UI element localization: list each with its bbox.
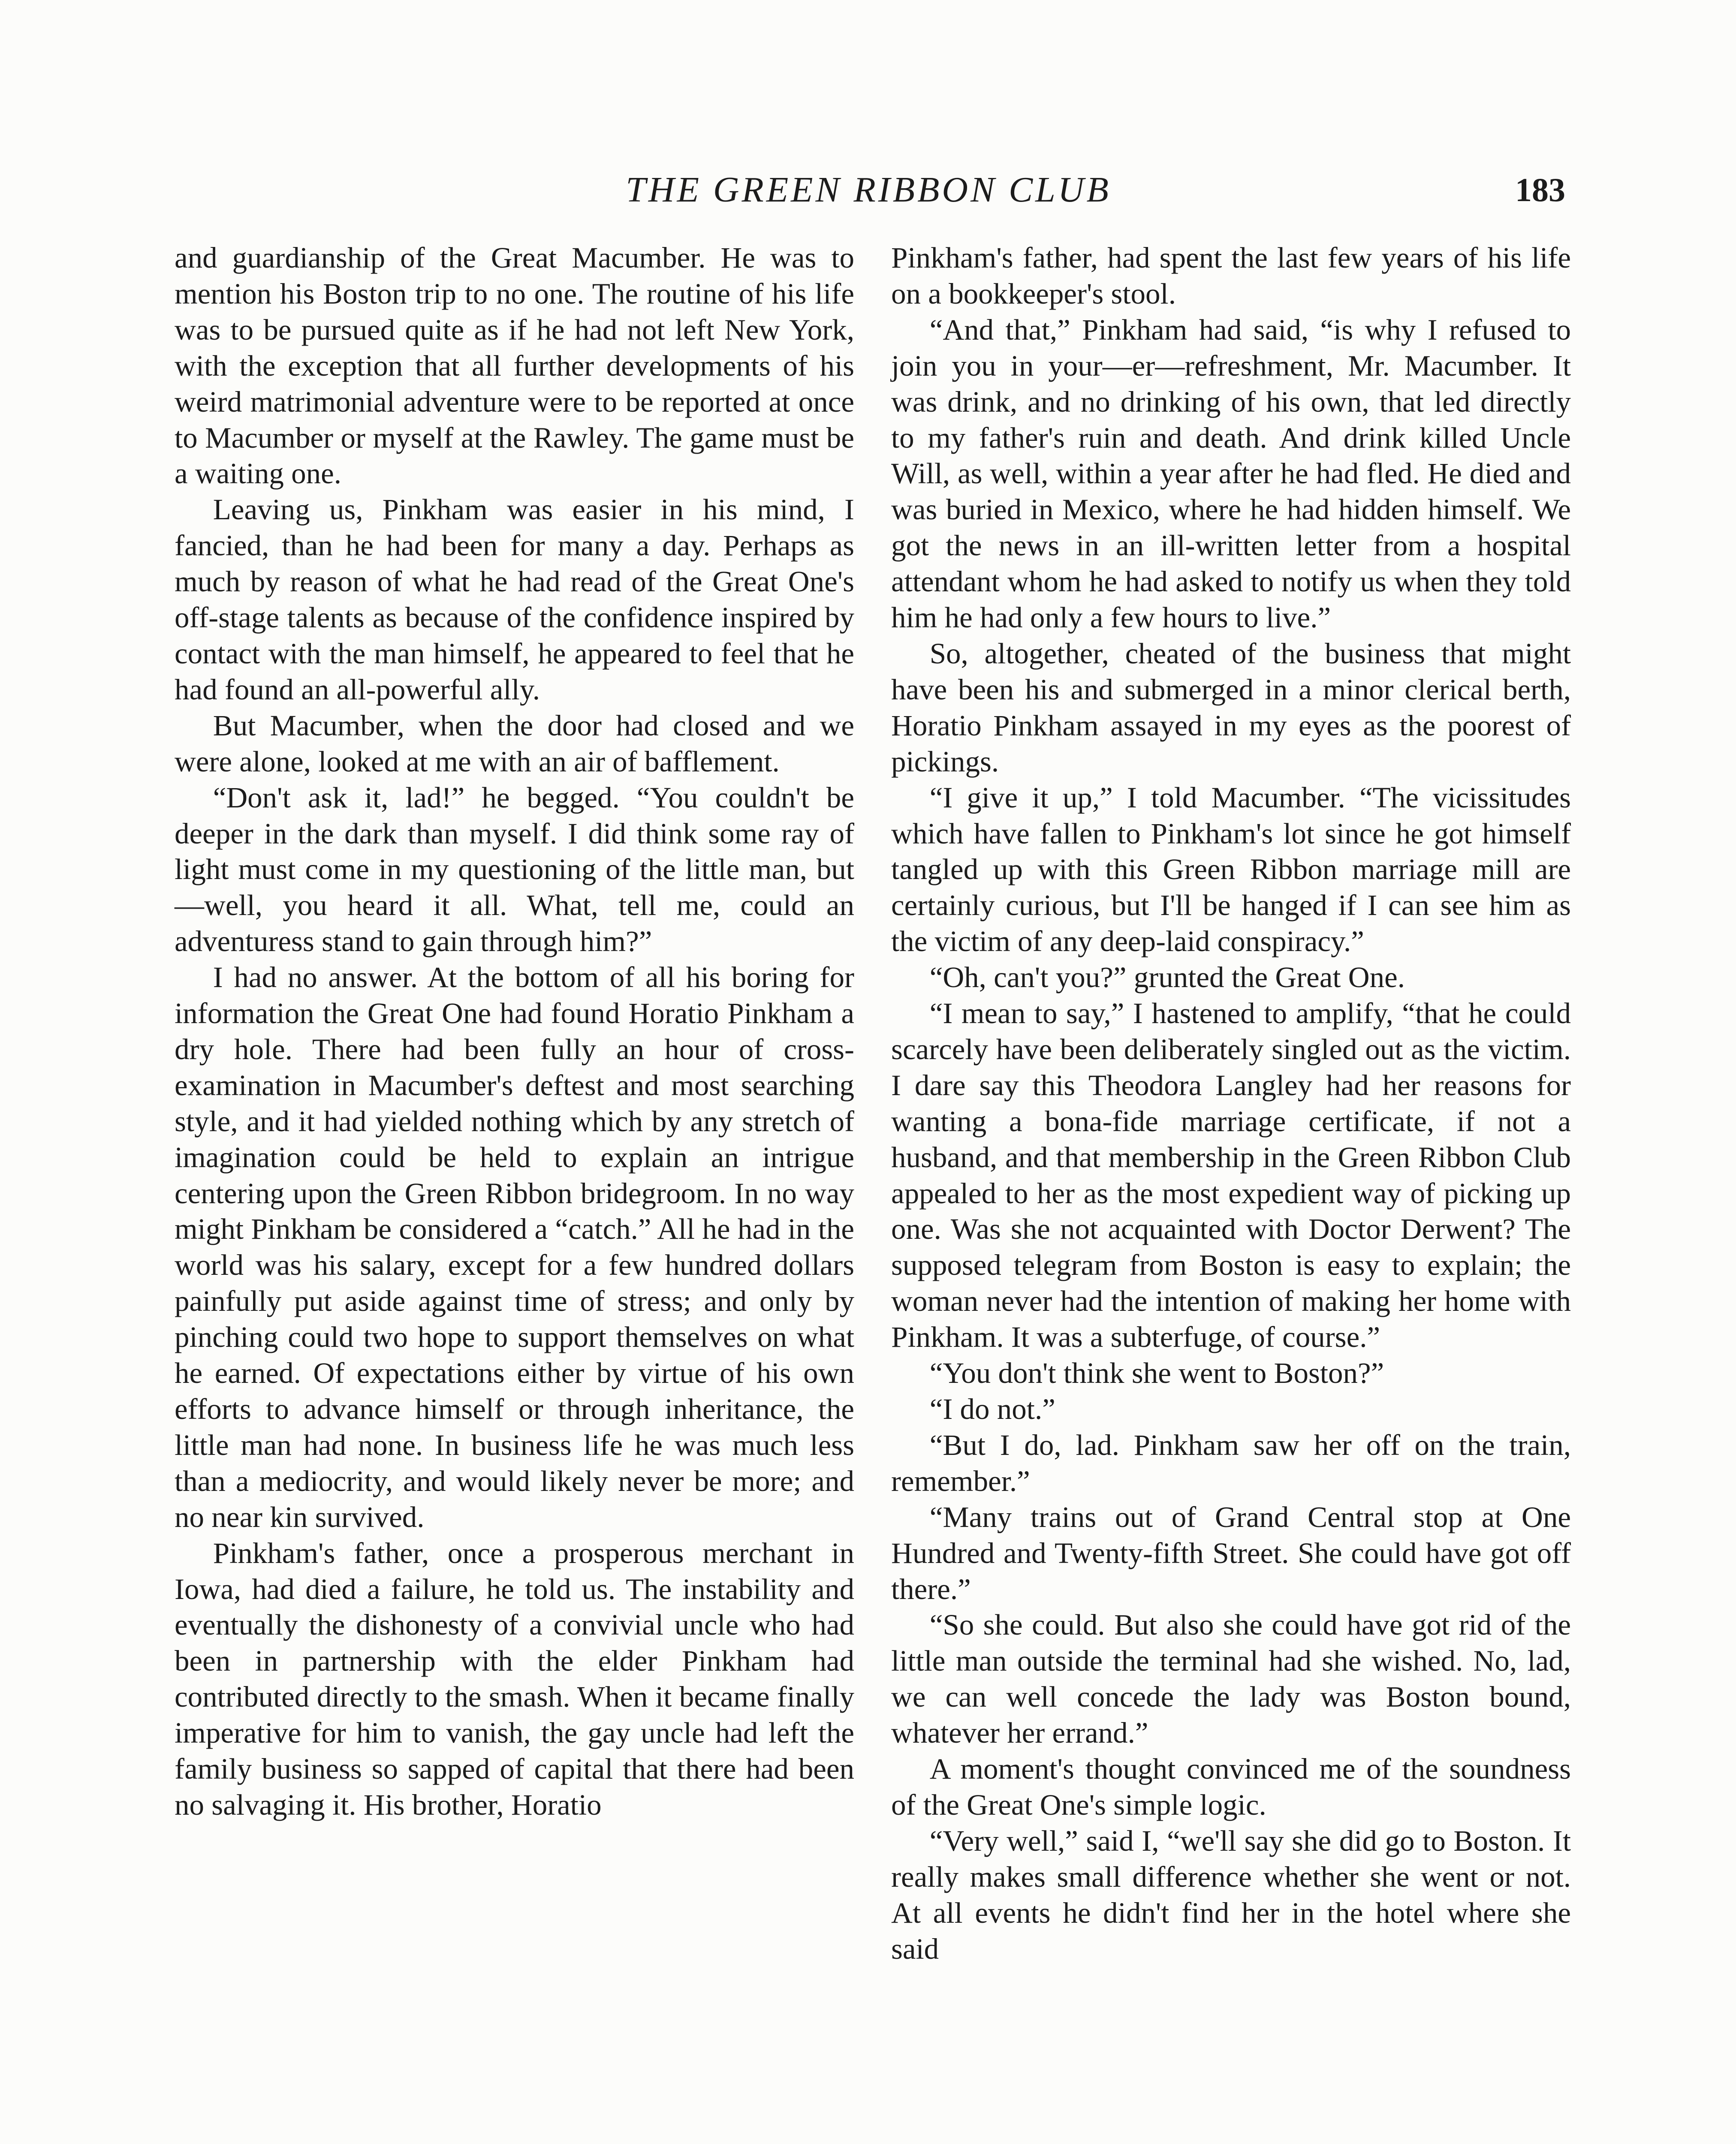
page-number: 183 (1515, 171, 1565, 208)
paragraph: “You don't think she went to Boston?” (929, 1357, 1384, 1390)
paragraph: But Macumber, when the door had closed and we were alone, looked at me with an air of bafflement. (175, 709, 854, 778)
right-column (891, 240, 1571, 1967)
paragraph: and guardianship of the Great Macumber. He was to mention his Boston trip to no one. The routine of his life was to be pursued quite as if he had not left New York, with the exception that all further developments of his weird matrimonial adventure were to be reported at once to Macumber or myself at the Rawley. The game must be a waiting one. (175, 241, 854, 490)
paragraph: “So she could. But also she could have got rid of the little man outside the terminal had she wished. No, lad, we can well concede the lady was Boston bound, whatever her errand.” (891, 1608, 1571, 1750)
left-column (175, 240, 854, 1823)
page-header (172, 166, 1565, 214)
paragraph: “But I do, lad. Pinkham saw her off on the train, remember.” (891, 1428, 1571, 1497)
paragraph: So, altogether, cheated of the business that might have been his and submerged in a minor clerical berth, Horatio Pinkham assayed in my eyes as the poorest of pickings. (891, 637, 1571, 778)
paragraph: “Very well,” said I, “we'll say she did go to Boston. It really makes small difference whether she went or not. At all events he didn't find her in the hotel where she said (891, 1824, 1571, 1965)
paragraph: Pinkham's father, had spent the last few years of his life on a bookkeeper's stool. (891, 241, 1571, 310)
paragraph: “And that,” Pinkham had said, “is why I refused to join you in your—er—refreshment, Mr. Macumber. It was drink, and no drinking of his own, that led directly to my father's ruin and death. And drink killed Uncle Will, as well, within a year after he had fled. He died and was buried in Mexico, where he had hidden himself. We got the news in an ill-written letter from a hospital attendant whom he had asked to notify us when they told him he had only a few hours to live.” (891, 313, 1571, 634)
paragraph: “I do not.” (929, 1393, 1055, 1425)
paragraph: “Oh, can't you?” grunted the Great One. (929, 961, 1405, 994)
paragraph: “Many trains out of Grand Central stop at One Hundred and Twenty-fifth Street. She could have got off there.” (891, 1500, 1571, 1605)
paragraph: A moment's thought convinced me of the soundness of the Great One's simple logic. (891, 1753, 1571, 1821)
paragraph: Pinkham's father, once a prosperous merchant in Iowa, had died a failure, he told us. The instability and eventually the dishonesty of a convivial uncle who had been in partnership with the elder Pinkham had contributed directly to the smash. When it became finally imperative for him to vanish, the gay uncle had left the family business so sapped of capital that there had been no salvaging it. His brother, Horatio (175, 1536, 854, 1821)
running-title: THE GREEN RIBBON CLUB (626, 170, 1111, 210)
paragraph: “I mean to say,” I hastened to amplify, “that he could scarcely have been deliberately singled out as the victim. I dare say this Theodora Langley had her reasons for wanting a bona-fide marriage certificate, if not a husband, and that membership in the Green Ribbon Club appealed to her as the most expedient way of picking up one. Was she not acquainted with Doctor Derwent? The supposed telegram from Boston is easy to explain; the woman never had the intention of making her home with Pinkham. It was a subterfuge, of course.” (891, 997, 1571, 1354)
paragraph: “Don't ask it, lad!” he begged. “You couldn't be deeper in the dark than myself. I did think some ray of light must come in my questioning of the little man, but—well, you heard it all. What, tell me, could an adventuress stand to gain through him?” (175, 781, 854, 958)
paragraph: I had no answer. At the bottom of all his boring for information the Great One had found Horatio Pinkham a dry hole. There had been fully an hour of cross-examination in Macumber's deftest and most searching style, and it had yielded nothing which by any stretch of imagination could be held to explain an intrigue centering upon the Green Ribbon bridegroom. In no way might Pinkham be considered a “catch.” All he had in the world was his salary, except for a few hundred dollars painfully put aside against time of stress; and only by pinching could two hope to support themselves on what he earned. Of expectations either by virtue of his own efforts to advance himself or through inheritance, the little man had none. In business life he was much less than a mediocrity, and would likely never be more; and no near kin survived. (175, 961, 854, 1533)
paragraph: Leaving us, Pinkham was easier in his mind, I fancied, than he had been for many a day. Perhaps as much by reason of what he had read of the Great One's off-stage talents as because of the confidence inspired by contact with the man himself, he appeared to feel that he had found an all-powerful ally. (175, 493, 854, 706)
paragraph: “I give it up,” I told Macumber. “The vicissitudes which have fallen to Pinkham's lot since he got himself tangled up with this Green Ribbon marriage mill are certainly curious, but I'll be hanged if I can see him as the victim of any deep-laid conspiracy.” (891, 781, 1571, 958)
